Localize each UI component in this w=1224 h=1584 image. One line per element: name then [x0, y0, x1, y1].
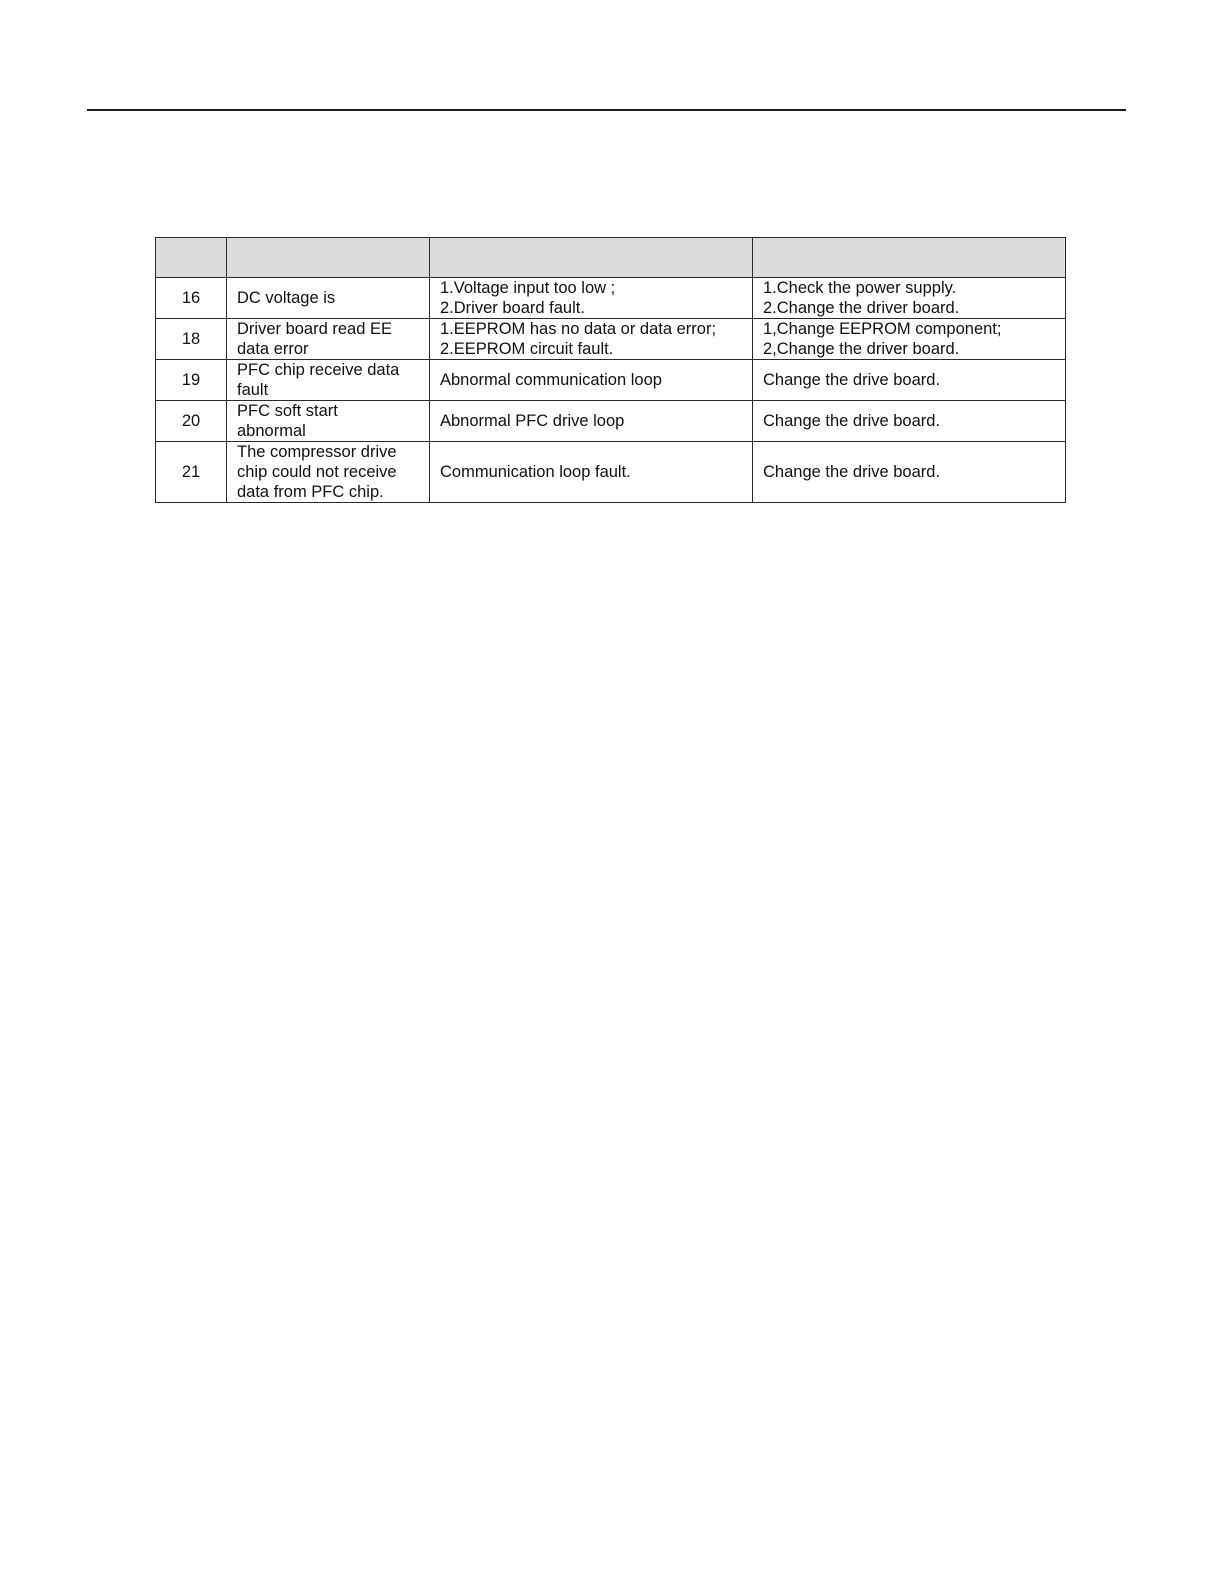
table-row: [156, 278, 1066, 319]
fault-solution: [753, 442, 1066, 503]
header-rule: [87, 109, 1126, 111]
table-row: [156, 360, 1066, 401]
description-line: Driver board read EE: [237, 320, 392, 338]
description-line: data from PFC chip.: [237, 483, 384, 501]
description-line: fault: [237, 381, 269, 399]
fault-solution: [753, 360, 1066, 401]
fault-code-table: [155, 237, 1066, 503]
fault-description: [227, 319, 430, 360]
fault-description: [227, 360, 430, 401]
description-line: PFC chip receive data: [237, 361, 400, 379]
header-cause: [430, 238, 753, 278]
solution-line: Change the drive board.: [763, 371, 941, 389]
fault-description: [227, 442, 430, 503]
fault-cause: [430, 319, 753, 360]
header-description: [227, 238, 430, 278]
cause-line: Communication loop fault.: [440, 463, 631, 481]
solution-line: 1.Check the power supply.: [763, 279, 957, 297]
header-code: [156, 238, 227, 278]
description-line: PFC soft start: [237, 402, 338, 420]
fault-description: [227, 401, 430, 442]
fault-code: 20: [156, 401, 227, 442]
fault-solution: [753, 278, 1066, 319]
solution-line: 1,Change EEPROM component;: [763, 320, 1002, 338]
solution-line: Change the drive board.: [763, 412, 941, 430]
description-line: chip could not receive: [237, 463, 397, 481]
description-line: The compressor drive: [237, 443, 397, 461]
fault-cause: [430, 278, 753, 319]
description-line: DC voltage is: [237, 289, 336, 307]
table-header: [156, 238, 1066, 278]
cause-line: Abnormal communication loop: [440, 371, 662, 389]
fault-cause: [430, 401, 753, 442]
table-row: [156, 401, 1066, 442]
solution-line: 2.Change the driver board.: [763, 299, 960, 317]
solution-line: 2,Change the driver board.: [763, 340, 960, 358]
solution-line: Change the drive board.: [763, 463, 941, 481]
cause-line: 2.EEPROM circuit fault.: [440, 340, 614, 358]
fault-code: 21: [156, 442, 227, 503]
fault-code: 19: [156, 360, 227, 401]
cause-line: 1.Voltage input too low ;: [440, 279, 616, 297]
table-row: [156, 319, 1066, 360]
fault-code: 16: [156, 278, 227, 319]
header-solution: [753, 238, 1066, 278]
table-body: [156, 278, 1066, 503]
cause-line: Abnormal PFC drive loop: [440, 412, 625, 430]
fault-solution: [753, 319, 1066, 360]
description-line: abnormal: [237, 422, 306, 440]
description-line: data error: [237, 340, 309, 358]
header-row: [156, 238, 1066, 278]
cause-line: 2.Driver board fault.: [440, 299, 585, 317]
fault-code: 18: [156, 319, 227, 360]
table-row: [156, 442, 1066, 503]
fault-description: [227, 278, 430, 319]
fault-cause: [430, 360, 753, 401]
cause-line: 1.EEPROM has no data or data error;: [440, 320, 717, 338]
fault-solution: [753, 401, 1066, 442]
fault-cause: [430, 442, 753, 503]
